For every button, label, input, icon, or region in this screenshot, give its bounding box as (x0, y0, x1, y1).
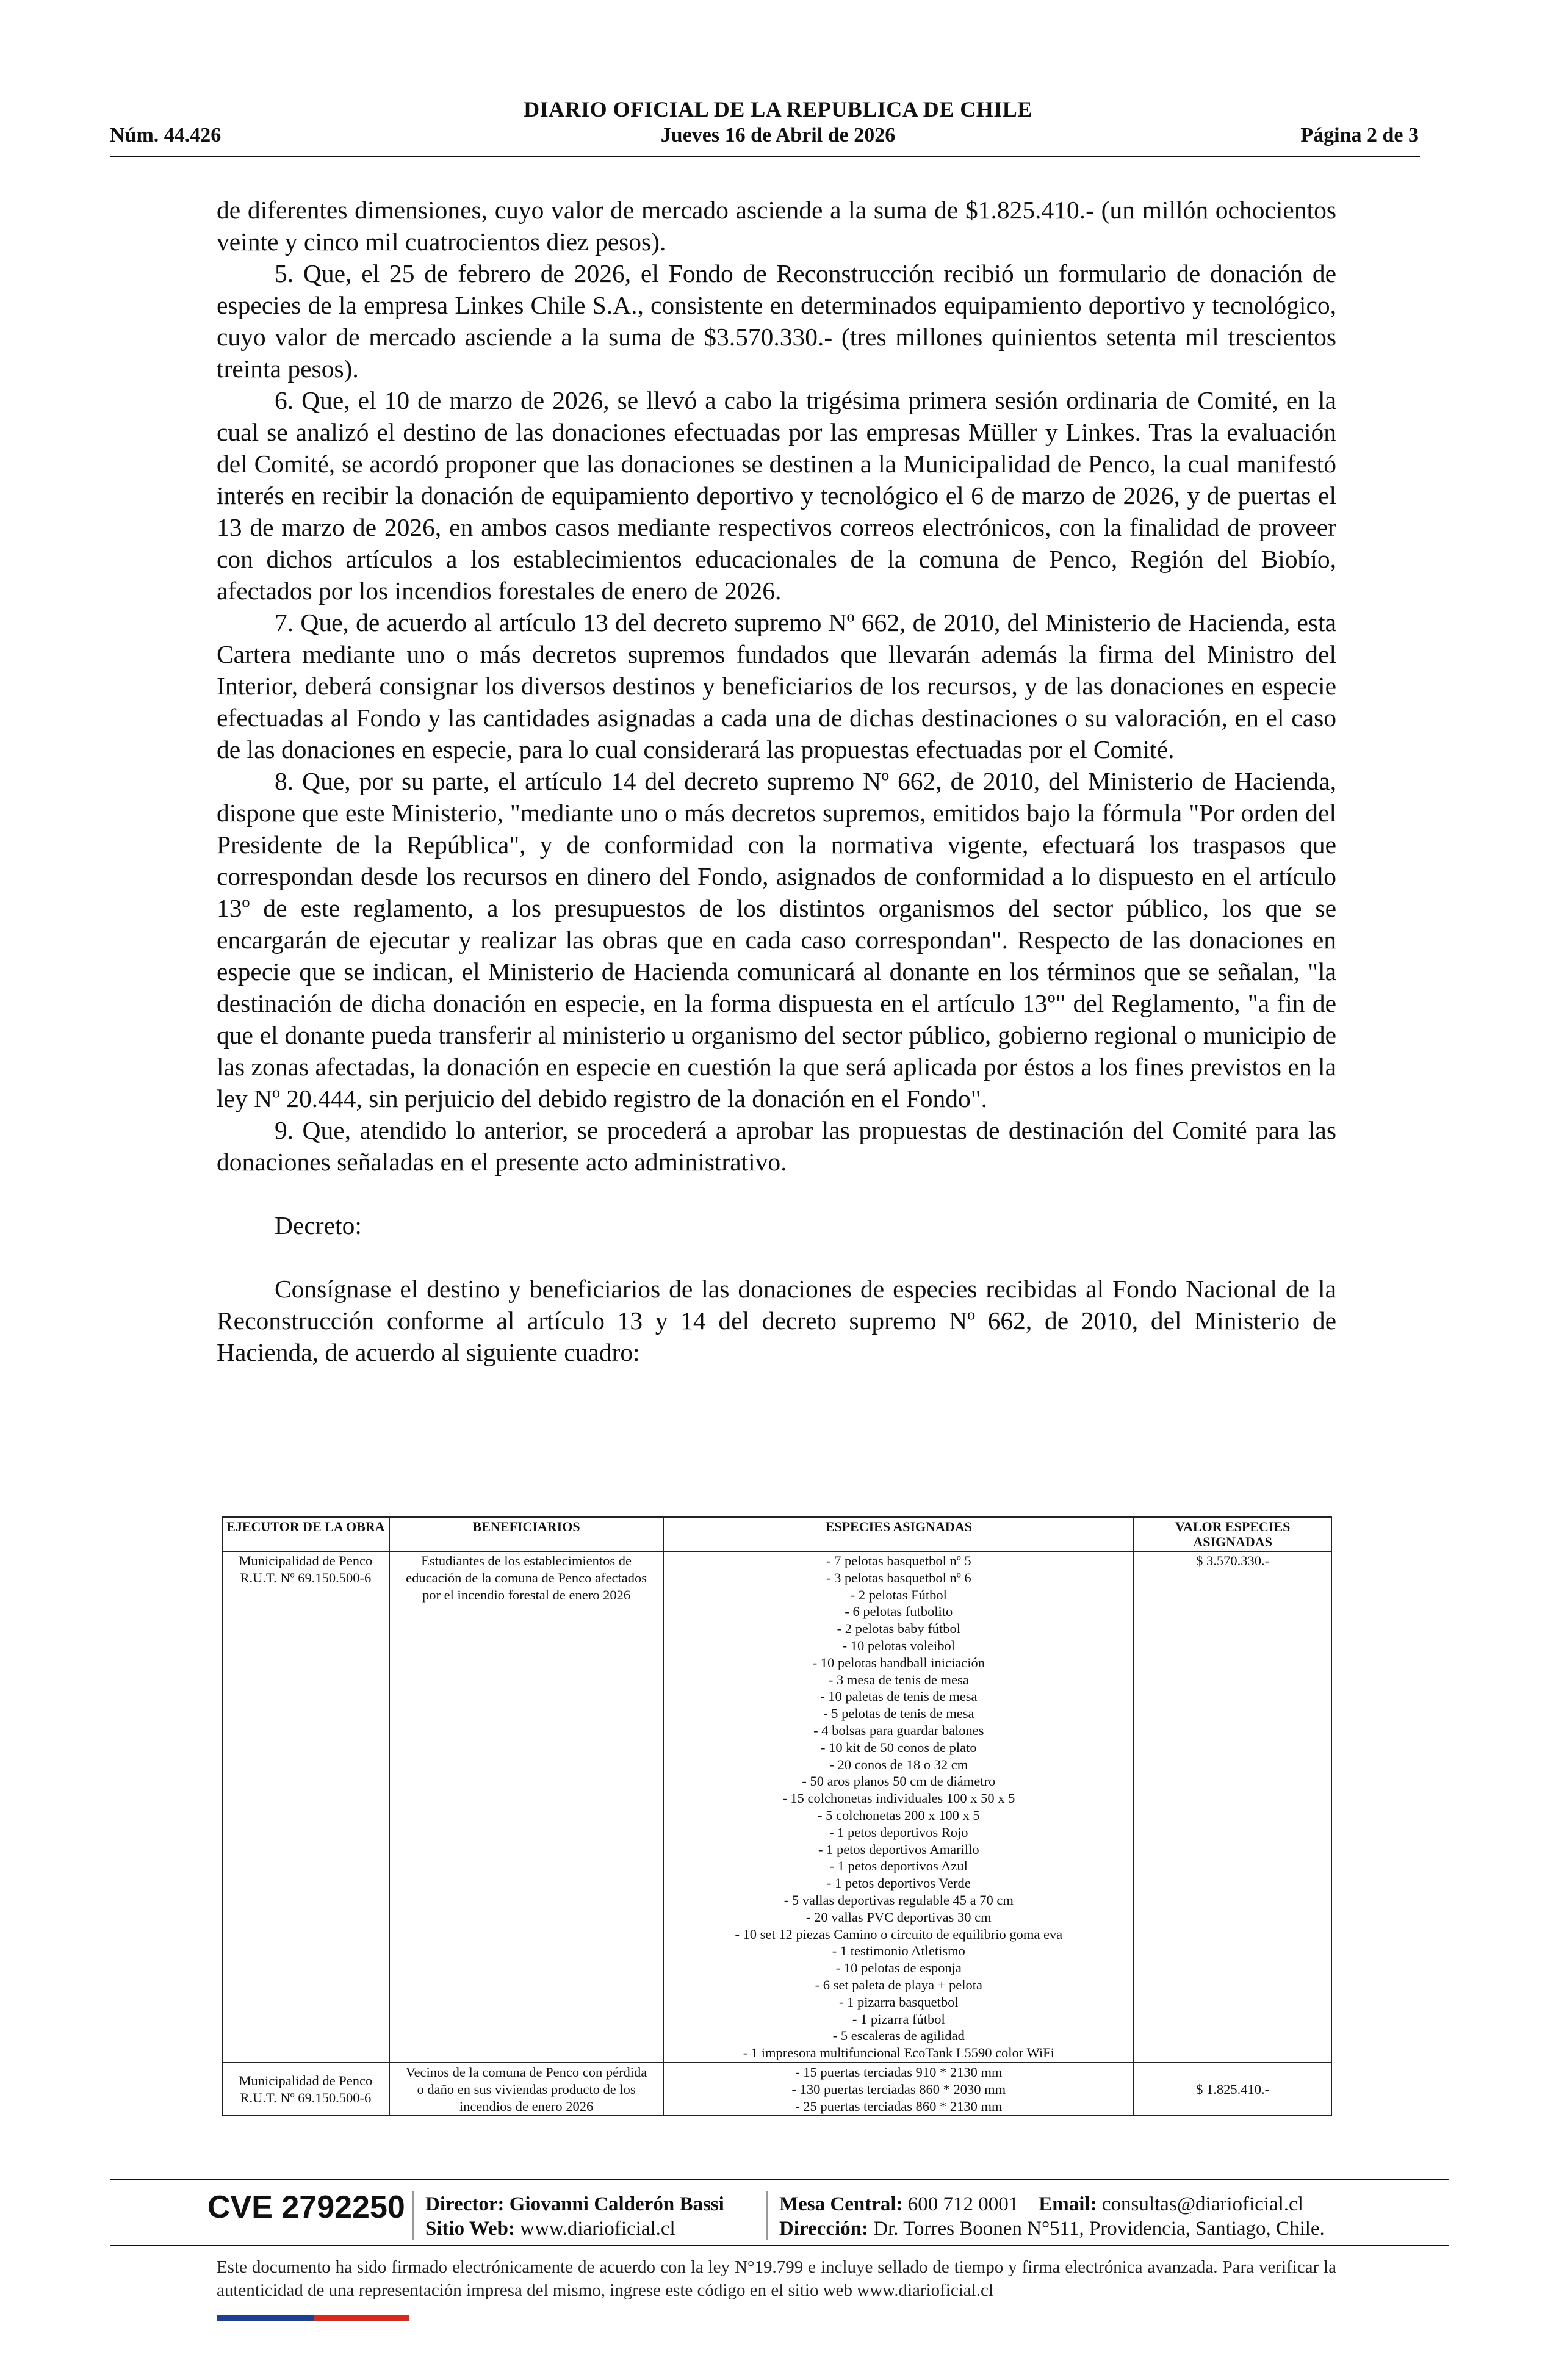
paragraph-9: 9. Que, atendido lo anterior, se procederá a aprobar las propuestas de destinación del Comité para las donaciones señaladas en el presente acto administrativo. (217, 1116, 1336, 1176)
item-line: - 2 pelotas baby fútbol (837, 1621, 961, 1637)
executor-rut: R.U.T. Nº 69.150.500-6 (240, 2090, 372, 2105)
header-beneficiaries: BENEFICIARIOS (389, 1517, 664, 1551)
page-indicator: Página 2 de 3 (1300, 124, 1419, 146)
item-line: - 6 set paleta de playa + pelota (815, 1977, 983, 1992)
address-label: Dirección: (779, 2218, 869, 2240)
item-line: - 10 paletas de tenis de mesa (820, 1689, 978, 1704)
item-line: - 10 pelotas de esponja (835, 1960, 962, 1976)
item-line: - 1 pizarra basquetbol (839, 1994, 959, 2010)
item-line: - 1 petos deportivos Rojo (829, 1824, 968, 1840)
table-row (222, 2063, 1331, 2116)
paragraph-5: 5. Que, el 25 de febrero de 2026, el Fondo de Reconstrucción recibió un formulario de donación de especies de la empresa Linkes Chile S.A., consistente en determinados equipamiento deportivo y tecnológico, cuyo valor de mercado asciende a la suma de $3.570.330.- (tres millones quinientos setenta mil trescientos treinta pesos). (217, 259, 1336, 383)
decree-text: Consígnase el destino y beneficiarios de las donaciones de especies recibidas al Fondo Nacional de la Reconstrucción conforme al artículo 13 y 14 del decreto supremo Nº 662, de 2010, del Ministerio de Hacienda, de acuerdo al siguiente cuadro: (217, 1275, 1336, 1366)
document-body (217, 194, 1336, 1368)
mesa-phone: 600 712 0001 (907, 2193, 1019, 2215)
beneficiaries-line: incendios de enero 2026 (459, 2098, 594, 2114)
newspaper-title: DIARIO OFICIAL DE LA REPUBLICA DE CHILE (524, 97, 1032, 121)
item-line: - 25 puertas terciadas 860 * 2130 mm (795, 2098, 1003, 2114)
item-line: - 1 impresora multifuncional EcoTank L5590 color WiFi (743, 2045, 1054, 2061)
paragraph-7: 7. Que, de acuerdo al artículo 13 del decreto supremo Nº 662, de 2010, del Ministerio de Hacienda, esta Cartera mediante uno o más decretos supremos fundados que llevarán además la firma del Ministro del Interior, deberá consignar los diversos destinos y beneficiarios de los recursos, y de las donaciones en especie efectuadas al Fondo y las cantidades asignadas a cada una de dichas destinaciones o su valoración, en el caso de las donaciones en especie, para lo cual considerará las propuestas efectuadas por el Comité. (217, 608, 1336, 763)
beneficiaries-line: Estudiantes de los establecimientos de (421, 1553, 632, 1568)
mesa-label: Mesa Central: (779, 2193, 903, 2215)
paragraph-6: 6. Que, el 10 de marzo de 2026, se llevó a cabo la trigésima primera sesión ordinaria de Comité, en la cual se analizó el destino de las donaciones efectuadas por las empresas Müller y Linkes. Tras la evaluación del Comité, se acordó proponer que las donaciones se destinen a la Municipalidad de Penco, la cual manifestó interés en recibir la donación de equipamiento deportivo y tecnológico el 6 de marzo de 2026, y de puertas el 13 de marzo de 2026, en ambos casos mediante respectivos correos electrónicos, con la finalidad de proveer con dichos artículos a los establecimientos educacionales de la comuna de Penco, Región del Biobío, afectados por los incendios forestales de enero de 2026. (217, 386, 1336, 605)
director-name: Giovanni Calderón Bassi (509, 2193, 724, 2215)
signature-note: Este documento ha sido firmado electrónicamente de acuerdo con la ley N°19.799 e incluye sellado de tiempo y firma electrónica avanzada. Para verificar la autenticidad de una representación impresa del mismo, ingrese este código en el sitio web www.diarioficial.cl (217, 2257, 1336, 2300)
item-line: - 5 colchonetas 200 x 100 x 5 (818, 1807, 980, 1823)
flag-stripe-red (314, 2315, 409, 2321)
item-line: - 15 colchonetas individuales 100 x 50 x 5 (782, 1790, 1015, 1806)
email-link[interactable]: consultas@diarioficial.cl (1101, 2193, 1303, 2215)
beneficiaries-line: Vecinos de la comuna de Penco con pérdida (405, 2064, 647, 2080)
item-line: - 50 aros planos 50 cm de diámetro (802, 1773, 996, 1789)
beneficiaries-cell (389, 2063, 664, 2116)
executor-name: Municipalidad de Penco (239, 1553, 373, 1568)
footer-contact-block (779, 2192, 1325, 2241)
items-cell (663, 2063, 1134, 2116)
table-header-row (222, 1517, 1331, 1551)
email-label: Email: (1039, 2193, 1097, 2215)
site-link[interactable]: www.diarioficial.cl (520, 2218, 675, 2240)
director-label: Director: (425, 2193, 505, 2215)
item-line: - 1 pizarra fútbol (852, 2011, 945, 2027)
item-line: - 10 pelotas handball iniciación (812, 1654, 985, 1670)
item-line: - 3 mesa de tenis de mesa (828, 1671, 969, 1687)
item-line: - 1 petos deportivos Verde (826, 1875, 971, 1891)
paragraph-continuation: de diferentes dimensiones, cuyo valor de mercado asciende a la suma de $1.825.410.- (un millón ochocientos veinte y cinco mil cuatrocientos diez pesos). (217, 196, 1336, 256)
value-cell: $ 3.570.330.- (1134, 1551, 1331, 2063)
item-line: - 1 petos deportivos Amarillo (818, 1841, 979, 1857)
flag-stripe-blue (217, 2315, 314, 2321)
value-cell: $ 1.825.410.- (1134, 2063, 1331, 2116)
cve-code: CVE 2792250 (207, 2190, 405, 2225)
table-row (222, 1551, 1331, 2063)
address-value: Dr. Torres Boonen N°511, Providencia, Santiago, Chile. (873, 2218, 1325, 2240)
item-line: - 10 kit de 50 conos de plato (821, 1739, 977, 1755)
item-line: - 1 petos deportivos Azul (829, 1858, 968, 1874)
item-line: - 20 conos de 18 o 32 cm (829, 1756, 968, 1772)
item-line: - 10 pelotas voleibol (842, 1637, 955, 1653)
executor-cell (222, 2063, 389, 2116)
decree-label: Decreto: (275, 1211, 362, 1239)
item-line: - 1 testimonio Atletismo (832, 1943, 965, 1959)
header-divider (110, 156, 1420, 157)
executor-name: Municipalidad de Penco (239, 2072, 373, 2088)
header-items: ESPECIES ASIGNADAS (663, 1517, 1134, 1551)
issue-number: Núm. 44.426 (110, 124, 222, 146)
item-line: - 3 pelotas basquetbol nº 6 (826, 1570, 971, 1585)
header-value: VALOR ESPECIES ASIGNADAS (1134, 1517, 1331, 1551)
issue-date: Jueves 16 de Abril de 2026 (660, 124, 896, 146)
item-line: - 4 bolsas para guardar balones (813, 1722, 984, 1738)
footer-separator (412, 2191, 414, 2240)
item-line: - 2 pelotas Fútbol (850, 1587, 947, 1603)
footer-divider-top (110, 2179, 1449, 2180)
beneficiaries-line: educación de la comuna de Penco afectados (406, 1570, 647, 1585)
item-line: - 10 set 12 piezas Camino o circuito de equilibrio goma eva (735, 1926, 1063, 1942)
footer-director-block (425, 2192, 724, 2241)
beneficiaries-line: por el incendio forestal de enero 2026 (422, 1587, 631, 1603)
beneficiaries-line: o daño en sus viviendas producto de los (417, 2081, 636, 2097)
item-line: - 6 pelotas futbolito (845, 1604, 953, 1620)
item-line: - 5 escaleras de agilidad (832, 2028, 965, 2044)
executor-cell (222, 1551, 389, 2063)
beneficiaries-cell (389, 1551, 664, 2063)
site-label: Sitio Web: (425, 2218, 516, 2240)
item-line: - 5 pelotas de tenis de mesa (823, 1706, 974, 1722)
item-line: - 15 puertas terciadas 910 * 2130 mm (795, 2064, 1003, 2080)
item-line: - 5 vallas deportivas regulable 45 a 70 cm (783, 1892, 1014, 1908)
header-executor: EJECUTOR DE LA OBRA (222, 1517, 389, 1551)
footer-separator (766, 2191, 768, 2240)
paragraph-8: 8. Que, por su parte, el artículo 14 del decreto supremo Nº 662, de 2010, del Ministerio de Hacienda, dispone que este Ministerio, "mediante uno o más decretos supremos, emitidos bajo la fórmula "Por orden del Presidente de la República", y de conformidad con la normativa vigente, efectuará los traspasos que correspondan desde los recursos en dinero del Fondo, asignados de conformidad a lo dispuesto en el artículo 13º de este reglamento, a los presupuestos de los distintos organismos del sector público, los que se encargarán de ejecutar y realizar las obras que en cada caso correspondan". Respecto de las donaciones en especie que se indican, el Ministerio de Hacienda comunicará al donante en los términos que se señalan, "la destinación de dicha donación en especie, en la forma dispuesta en el artículo 13º" del Reglamento, "a fin de que el donante pueda transferir al ministerio u organismo del sector público, gobierno regional o municipio de las zonas afectadas, la donación en especie en cuestión la que será aplicada por éstos a los fines previstos en la ley Nº 20.444, sin perjuicio del debido registro de la donación en el Fondo". (217, 767, 1336, 1112)
donations-table (222, 1516, 1332, 2116)
executor-rut: R.U.T. Nº 69.150.500-6 (240, 1570, 372, 1585)
item-line: - 20 vallas PVC deportivas 30 cm (805, 1909, 992, 1925)
item-line: - 130 puertas terciadas 860 * 2030 mm (791, 2081, 1006, 2097)
item-line: - 7 pelotas basquetbol nº 5 (826, 1553, 971, 1568)
footer-divider-mid (110, 2245, 1449, 2246)
items-cell (663, 1551, 1134, 2063)
